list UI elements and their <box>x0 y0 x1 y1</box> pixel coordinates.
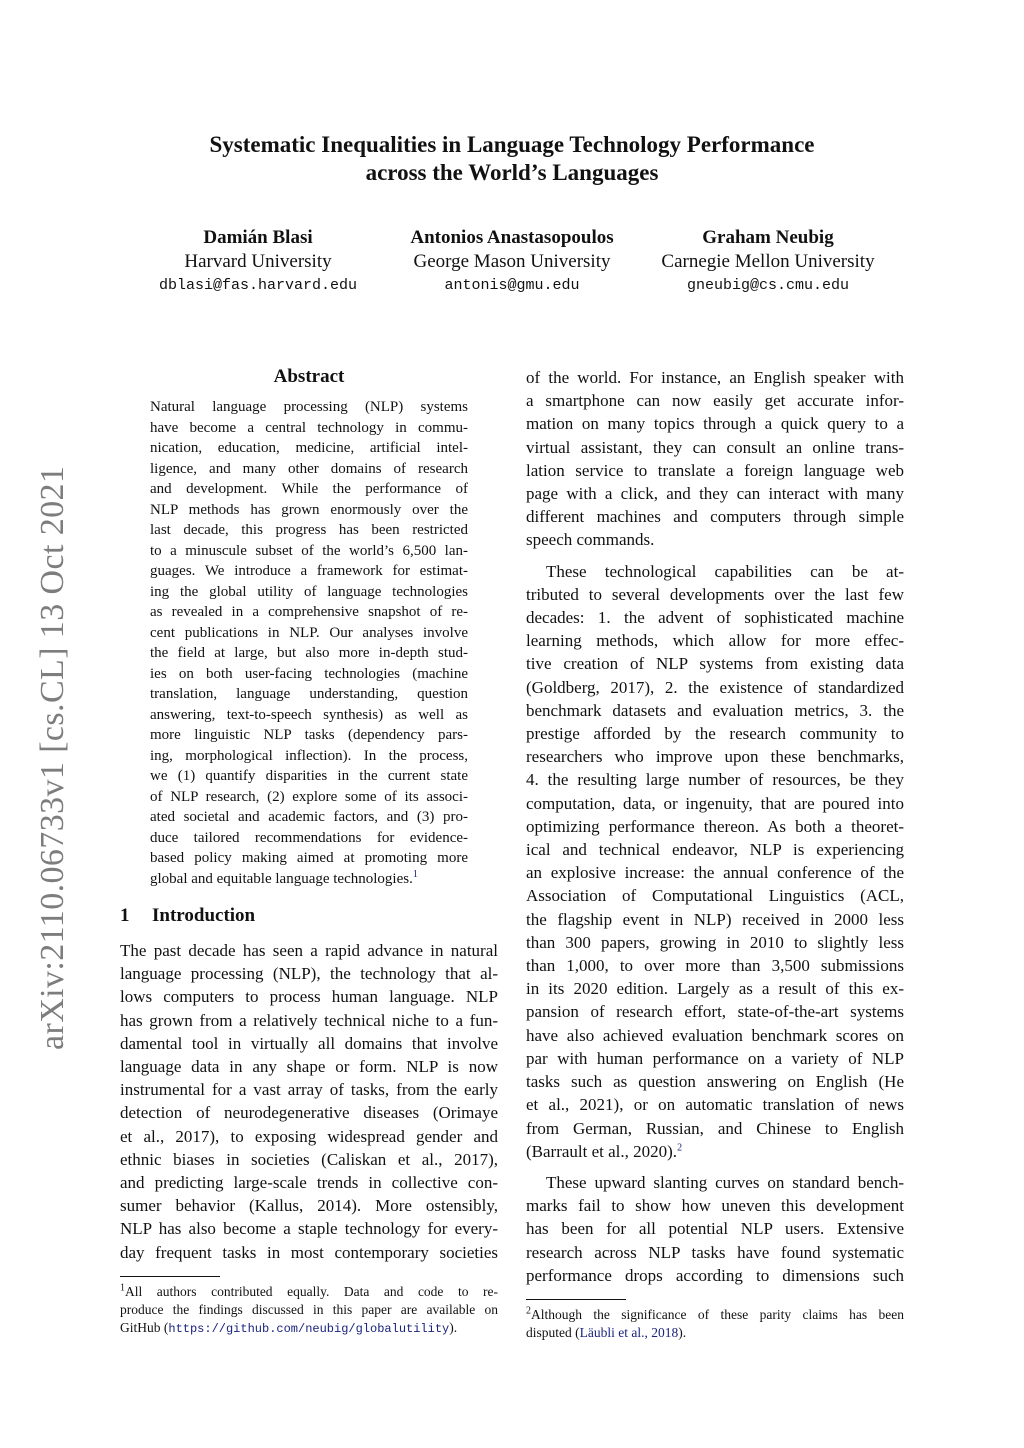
intro-line: instrumental for a vast array of tasks, from the early <box>120 1080 498 1100</box>
left-column <box>120 364 498 1338</box>
body-text: (Barrault et al., 2020). <box>526 1141 678 1161</box>
body-line: research across NLP tasks have found systematic <box>526 1242 904 1262</box>
author-email[interactable]: antonis@gmu.edu <box>444 277 580 294</box>
abstract-line: Natural language processing (NLP) systems <box>150 399 468 415</box>
footnote-2 <box>526 1306 904 1342</box>
abstract-line: guages. We introduce a framework for estimat- <box>150 563 468 579</box>
section-number: 1 <box>120 905 130 926</box>
intro-line: damental tool in virtually all domains that involve <box>120 1033 498 1053</box>
author-name: Graham Neubig <box>702 227 834 248</box>
body-line: par with human performance on a variety of NLP <box>526 1048 904 1068</box>
footnote-text: disputed ( <box>526 1324 580 1340</box>
footnote-text: ). <box>678 1324 687 1340</box>
abstract-line: we (1) quantify disparities in the current state <box>150 768 468 784</box>
body-line: than 300 papers, growing in 2010 to slightly less <box>526 932 904 952</box>
body-line: benchmark datasets and evaluation metrics, 3. the <box>526 700 904 720</box>
intro-line: The past decade has seen a rapid advance in natural <box>120 941 498 960</box>
abstract-line: the field at large, but also more in-depth stud- <box>150 645 468 661</box>
body-line: from German, Russian, and Chinese to English <box>526 1118 904 1138</box>
body-line: Association of Computational Linguistics (ACL, <box>526 886 904 906</box>
intro-line: has grown from a relatively technical niche to a fun- <box>120 1010 498 1030</box>
author-affiliation: Carnegie Mellon University <box>661 251 875 272</box>
body-line: in its 2020 edition. Largely as a result of this ex- <box>526 979 904 999</box>
body-line: 4. the resulting large number of resources, be they <box>526 770 904 790</box>
abstract-line: ligence, and many other domains of research <box>150 460 468 477</box>
footnote-1 <box>120 1283 498 1338</box>
right-paragraph-1 <box>526 366 904 552</box>
footnote-text: Although the significance of these parity claims has been <box>531 1306 904 1322</box>
section-heading-introduction <box>120 903 498 929</box>
body-line: lation service to translate a foreign language web <box>526 460 904 480</box>
body-line: These technological capabilities can be at- <box>546 561 904 581</box>
right-paragraph-2 <box>526 560 904 1163</box>
github-link[interactable]: https://github.com/neubig/globalutility <box>168 1321 450 1336</box>
footnote-ref-2[interactable]: 2 <box>677 1142 683 1154</box>
footnote-line: produce the findings discussed in this paper are available on <box>120 1301 498 1317</box>
section-title: Introduction <box>152 905 256 926</box>
intro-line: sumer behavior (Kallus, 2014). More ostensibly, <box>120 1196 498 1216</box>
title-line: across the World’s Languages <box>365 160 659 185</box>
footnote-line <box>120 1283 498 1301</box>
body-line: optimizing performance thereon. As both a theoret- <box>526 816 904 836</box>
body-line: mation on many topics through a quick query to a <box>526 414 904 434</box>
intro-line: language data in any shape or form. NLP is now <box>120 1057 498 1077</box>
arxiv-stamp: arXiv:2110.06733v1 [cs.CL] 13 Oct 2021 <box>34 465 71 1050</box>
footnote-line <box>526 1306 904 1324</box>
abstract-line: of NLP research, (2) explore some of its associ- <box>150 788 468 805</box>
body-line: page with a click, and they can interact with many <box>526 484 904 504</box>
footnote-mark: 2 <box>526 1305 531 1317</box>
footnote-mark: 1 <box>120 1282 125 1294</box>
intro-line: day frequent tasks in most contemporary societies <box>120 1242 498 1262</box>
intro-paragraph <box>120 939 498 1264</box>
abstract-last-text: global and equitable language technologies. <box>150 870 413 887</box>
body-line: prestige afforded by the research community to <box>526 724 904 744</box>
body-line: ical and technical endeavor, NLP is experiencing <box>526 840 904 860</box>
body-line: computation, data, or ingenuity, that are poured into <box>526 793 904 813</box>
abstract-line: to a minuscule subset of the world’s 6,500 lan- <box>150 542 468 559</box>
abstract-line: translation, language understanding, question <box>150 686 468 702</box>
intro-line: lows computers to process human language. NLP <box>120 987 498 1007</box>
abstract-line: duce tailored recommendations for evidence- <box>150 829 468 846</box>
author-email[interactable]: gneubig@cs.cmu.edu <box>686 277 850 294</box>
abstract-line: ing, morphological inflection). In the process, <box>150 747 468 764</box>
body-line: tributed to several developments over the last few <box>526 584 904 604</box>
body-line: learning methods, which allow for more effec- <box>526 631 904 651</box>
body-line: pansion of research effort, state-of-the-art systems <box>526 1002 904 1022</box>
abstract-line: ing the global utility of language technologies <box>150 583 468 600</box>
body-line: than 1,000, to over more than 3,500 submissions <box>526 956 904 976</box>
body-line: an explosive increase: the annual conference of the <box>526 863 904 883</box>
intro-line: detection of neurodegenerative diseases (Orimaye <box>120 1103 498 1123</box>
abstract-line: have become a central technology in commu- <box>150 419 468 436</box>
author-block <box>362 226 662 298</box>
abstract-line: based policy making aimed at promoting more <box>150 850 468 866</box>
intro-line: and predicting large-scale trends in collective con- <box>120 1173 498 1193</box>
body-line: tasks such as question answering on English (He <box>526 1072 904 1092</box>
body-line: a smartphone can now easily get accurate infor- <box>526 391 904 411</box>
body-line: et al., 2021), or on automatic translation of news <box>526 1095 904 1115</box>
body-line: decades: 1. the advent of sophisticated machine <box>526 608 904 628</box>
footnote-ref-1[interactable]: 1 <box>412 868 418 880</box>
abstract-line: ies on both user-facing technologies (machine <box>150 665 468 682</box>
footnote-text: GitHub ( <box>120 1319 169 1335</box>
body-line: speech commands. <box>526 530 655 550</box>
footnote-rule <box>526 1299 626 1300</box>
author-affiliation: Harvard University <box>184 251 332 272</box>
body-line <box>526 1140 904 1163</box>
body-line: has been for all potential NLP users. Extensive <box>526 1219 904 1239</box>
footnote-rule <box>120 1276 220 1277</box>
body-line: performance drops according to dimensions such <box>526 1265 904 1285</box>
body-line: marks fail to show how uneven this development <box>526 1196 904 1216</box>
right-column <box>526 366 904 1342</box>
body-line: researchers who improve upon these benchmarks, <box>526 747 904 767</box>
abstract-line: and development. While the performance of <box>150 481 468 497</box>
body-line: (Goldberg, 2017), 2. the existence of standardized <box>526 677 904 697</box>
footnote-line <box>526 1324 904 1342</box>
abstract-line: ated societal and academic factors, and (3) pro- <box>150 809 468 825</box>
abstract-line: more linguistic NLP tasks (dependency pars- <box>150 727 468 743</box>
right-paragraph-3 <box>526 1171 904 1287</box>
abstract-text <box>150 397 468 889</box>
author-name: Antonios Anastasopoulos <box>410 227 614 248</box>
citation-link[interactable]: Läubli et al., 2018 <box>579 1324 679 1340</box>
author-block <box>618 226 918 298</box>
author-email[interactable]: dblasi@fas.harvard.edu <box>158 277 358 294</box>
footnote-line <box>120 1319 498 1338</box>
body-line: different machines and computers through simple <box>526 507 904 527</box>
abstract-line: last decade, this progress has been restricted <box>150 522 468 538</box>
intro-line: et al., 2017), to exposing widespread gender and <box>120 1126 498 1146</box>
abstract-line: nication, education, medicine, artificial intel- <box>150 440 468 456</box>
abstract-line: as revealed in a comprehensive snapshot of re- <box>150 604 468 620</box>
footnote-text: All authors contributed equally. Data and code to re- <box>125 1283 498 1299</box>
abstract-line <box>150 869 468 890</box>
intro-line: NLP has also become a staple technology for every- <box>120 1219 498 1239</box>
body-line: the flagship event in NLP) received in 2000 less <box>526 909 904 929</box>
body-line: of the world. For instance, an English speaker with <box>526 368 904 387</box>
intro-line: language processing (NLP), the technology that al- <box>120 964 498 984</box>
intro-line: ethnic biases in societies (Caliskan et al., 2017), <box>120 1149 498 1169</box>
abstract-line: answering, text-to-speech synthesis) as well as <box>150 706 468 723</box>
body-line: tive creation of NLP systems from existing data <box>526 654 904 674</box>
body-line: have also achieved evaluation benchmark scores on <box>526 1025 904 1045</box>
author-name: Damián Blasi <box>203 227 313 248</box>
abstract-line: NLP methods has grown enormously over the <box>150 501 468 518</box>
title-line: Systematic Inequalities in Language Technology Performance <box>209 132 815 157</box>
body-line: virtual assistant, they can consult an online trans- <box>526 437 904 457</box>
abstract-title: Abstract <box>273 366 345 387</box>
paper-title <box>100 131 924 187</box>
author-affiliation: George Mason University <box>413 251 611 272</box>
footnote-text: ). <box>449 1319 458 1335</box>
abstract-line: cent publications in NLP. Our analyses involve <box>150 624 468 641</box>
body-line: These upward slanting curves on standard bench- <box>546 1172 904 1192</box>
